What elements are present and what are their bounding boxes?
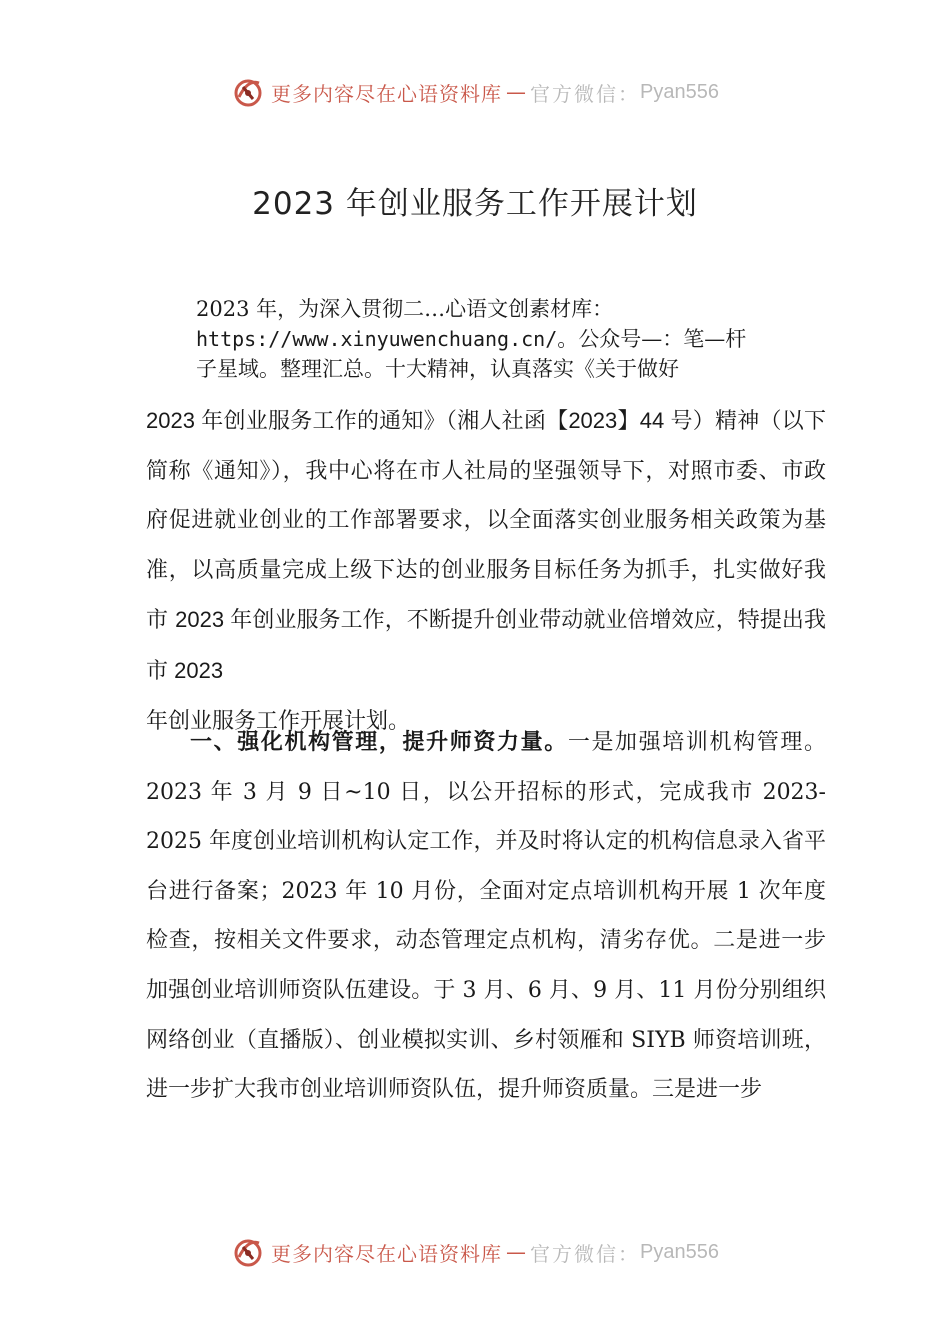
watermark-wechat-label: 官方微信： (530, 1241, 641, 1266)
intro-block (196, 294, 836, 384)
p1-seg3: 2023 年创业服务工作，不断提升创业带动就业倍增效应，特提出我市 (146, 607, 827, 683)
brand-logo-icon (231, 1235, 265, 1269)
watermark-text: 更多内容尽在心语资料库 (271, 1241, 503, 1266)
intro-line-2-suffix: 。公众号—：笔—杆 (557, 327, 747, 351)
paragraph-2 (146, 718, 826, 1115)
intro-line-3: 子星域。整理汇总。十大精神，认真落实《关于做好 (196, 357, 679, 381)
watermark-wechat-id: Pyan556 (640, 1240, 719, 1263)
intro-line-2 (196, 324, 836, 354)
p1-seg5: 年创业服务工作开展计划。 (146, 708, 411, 734)
watermark-wechat-label: 官方微信： (530, 81, 641, 106)
paragraph-1 (146, 396, 826, 746)
watermark-text: 更多内容尽在心语资料库 (271, 81, 503, 106)
intro-line-1: 2023 年，为深入贯彻二…心语文创素材库： (196, 297, 614, 321)
p1-seg2: 精神（以下简称《通知》），我中心将在市人社局的坚强领导下，对照市委、市政府促进就业创业的工作部署要求，以全面落实创业服务相关政策为基准，以高质量完成上级下达的创业服务目标任务为抓手，扎实做好我市 (146, 409, 826, 634)
p1-seg1: 2023 年创业服务工作的通知》（湘人社函【2023】44 号） (146, 408, 716, 433)
footer-watermark (0, 1232, 950, 1272)
watermark-separator: — (506, 80, 527, 104)
section-heading-1: 一、强化机构管理，提升师资力量。 (190, 730, 568, 755)
p2-body: 一是加强培训机构管理。2023 年 3 月 9 日~10 日，以公开招标的形式，完成我市 2023-2025 年度创业培训机构认定工作，并及时将认定的机构信息录入省平台进行备案；2023 年 10 月份，全面对定点培训机构开展 1 次年度检查，按相关文件要求，动态管理定点机构，清劣存优。二是进一步加强创业培训师资队伍建设。于 3 月、6 月、9 月、11 月份分别组织网络创业（直播版）、创业模拟实训、乡村领雁和 SIYB 师资培训班，进一步扩大我市创业培训师资队伍，提升师资质量。三是进一步 (146, 730, 826, 1103)
brand-logo-icon (231, 75, 265, 109)
watermark-separator: — (506, 1240, 527, 1264)
intro-url: https://www.xinyuwenchuang.cn/ (196, 327, 558, 351)
document-title: 2023 年创业服务工作开展计划 (252, 186, 698, 222)
p1-seg4: 2023 (174, 657, 224, 683)
header-watermark (0, 72, 950, 112)
watermark-wechat-id: Pyan556 (640, 80, 719, 103)
